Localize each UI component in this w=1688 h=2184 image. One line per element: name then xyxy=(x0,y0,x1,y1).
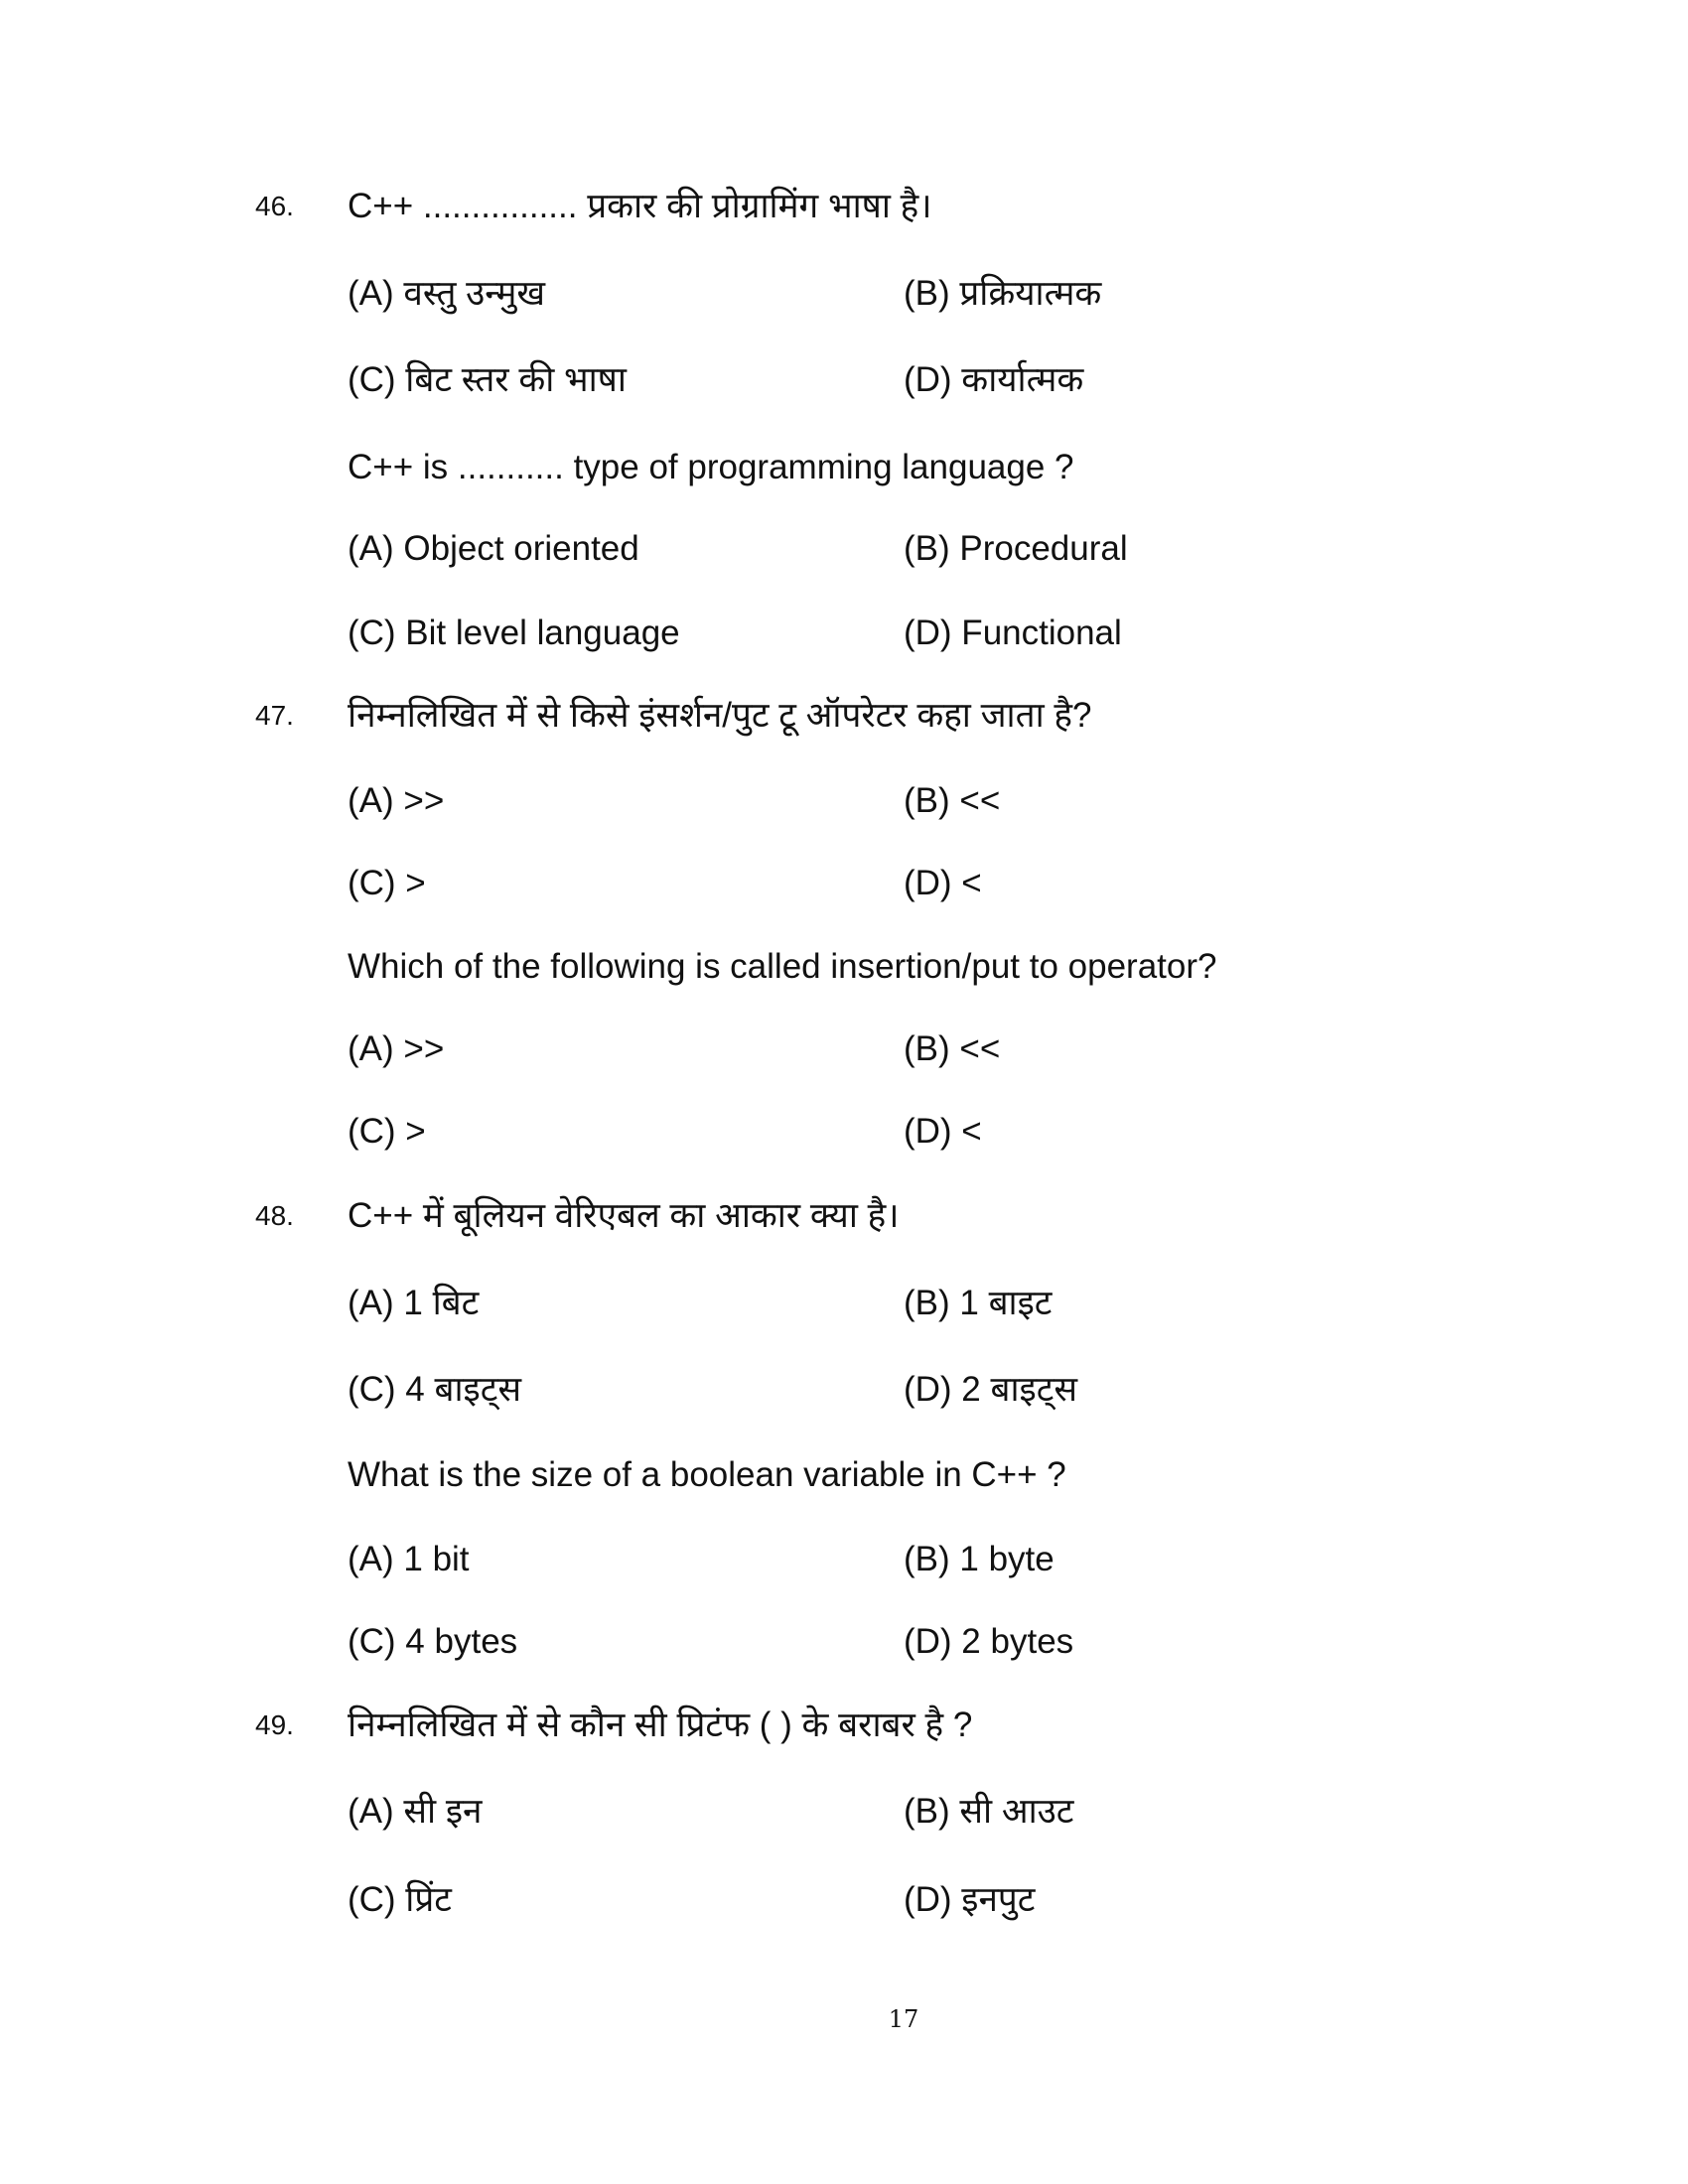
question-number: 46. xyxy=(255,191,294,221)
option-c-english: (C) 4 bytes xyxy=(348,1622,518,1661)
option-a-hindi: (A) >> xyxy=(348,781,445,820)
question-number: 47. xyxy=(255,700,294,731)
option-c-english: (C) Bit level language xyxy=(348,614,680,652)
option-c-hindi: (C) प्रिंट xyxy=(348,1880,452,1919)
option-b-hindi: (B) प्रक्रियात्मक xyxy=(904,274,1102,313)
option-a-hindi: (A) सी इन xyxy=(348,1792,483,1831)
question-text-english: C++ is ........... type of programming language ? xyxy=(348,448,1074,486)
question-text-english: Which of the following is called insertion/put to operator? xyxy=(348,947,1217,986)
question-text-hindi: C++ में बूलियन वेरिएबल का आकार क्या है। xyxy=(348,1196,900,1235)
option-a-hindi: (A) 1 बिट xyxy=(348,1284,480,1322)
option-b-english: (B) << xyxy=(904,1029,1001,1068)
option-b-english: (B) 1 byte xyxy=(904,1540,1055,1578)
option-d-english: (D) Functional xyxy=(904,614,1122,652)
option-a-english: (A) Object oriented xyxy=(348,529,639,568)
option-d-english: (D) < xyxy=(904,1112,982,1151)
option-d-hindi: (D) < xyxy=(904,864,982,902)
question-text-hindi: निम्नलिखित में से किसे इंसर्शन/पुट टू ऑपरेटर कहा जाता है? xyxy=(348,696,1092,735)
option-d-hindi: (D) कार्यात्मक xyxy=(904,360,1084,399)
question-number: 48. xyxy=(255,1200,294,1231)
option-c-english: (C) > xyxy=(348,1112,426,1151)
question-text-hindi: C++ ................ प्रकार की प्रोग्रामिंग भाषा है। xyxy=(348,187,932,225)
option-a-hindi: (A) वस्तु उन्मुख xyxy=(348,274,545,313)
option-b-hindi: (B) 1 बाइट xyxy=(904,1284,1053,1322)
option-d-hindi: (D) इनपुट xyxy=(904,1880,1036,1919)
question-text-hindi: निम्नलिखित में से कौन सी प्रिटंफ ( ) के बराबर है ? xyxy=(348,1706,973,1744)
option-c-hindi: (C) > xyxy=(348,864,426,902)
option-b-english: (B) Procedural xyxy=(904,529,1128,568)
option-b-hindi: (B) सी आउट xyxy=(904,1792,1074,1831)
question-text-english: What is the size of a boolean variable in C++ ? xyxy=(348,1455,1066,1494)
option-a-english: (A) >> xyxy=(348,1029,445,1068)
option-c-hindi: (C) 4 बाइट्स xyxy=(348,1370,522,1409)
option-a-english: (A) 1 bit xyxy=(348,1540,470,1578)
option-d-english: (D) 2 bytes xyxy=(904,1622,1074,1661)
option-b-hindi: (B) << xyxy=(904,781,1001,820)
option-c-hindi: (C) बिट स्तर की भाषा xyxy=(348,360,627,399)
page-number: 17 xyxy=(888,2005,919,2033)
option-d-hindi: (D) 2 बाइट्स xyxy=(904,1370,1078,1409)
question-number: 49. xyxy=(255,1709,294,1740)
